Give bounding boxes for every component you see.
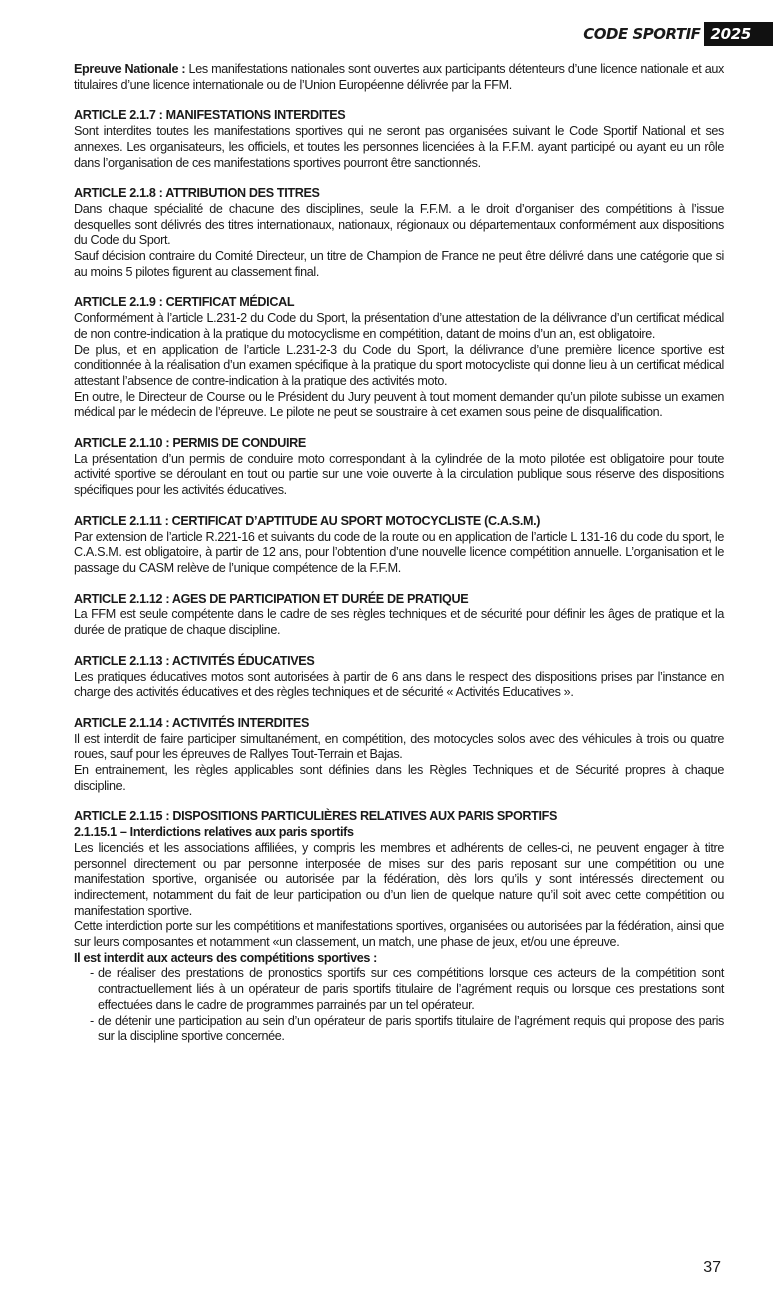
dash-marker: -	[90, 1013, 94, 1028]
article-paragraph: Les licenciés et les associations affiliées, y compris les membres et adhérents de celles-ci, ne peuvent engager à titre personnel directement ou par personne interposée de mises sur des paris reposant sur une compétition ou une manifestation sportive, organisée ou autorisée par la fédération, dès lors qu’ils y sont intéressés directement ou indirectement, notamment du fait de leur participation ou d’un lien de quelque nature qu’il soit avec cette compétition ou manifestation sportive.	[74, 840, 724, 918]
list-item-text: de détenir une participation au sein d’un opérateur de paris sportifs titulaire de l’agrément requis qui propose des paris sur la discipline sportive concernée.	[98, 1013, 724, 1044]
article-2-1-8	[74, 186, 724, 280]
article-paragraph: Cette interdiction porte sur les compétitions et manifestations sportives, organisées ou autorisées par la fédération, ainsi que sur leurs composantes et notamment «un classement, un match, une phase de jeux, et/ou une épreuve.	[74, 919, 724, 950]
page-header	[583, 22, 773, 46]
article-title: ARTICLE 2.1.10 : PERMIS DE CONDUIRE	[74, 436, 306, 451]
article-2-1-10	[74, 436, 724, 499]
document-body	[74, 62, 724, 1045]
article-paragraph: En entrainement, les règles applicables sont définies dans les Règles Techniques et de Sécurité propres à chaque discipline.	[74, 763, 724, 793]
article-title: ARTICLE 2.1.15 : DISPOSITIONS PARTICULIÈRES RELATIVES AUX PARIS SPORTIFS	[74, 809, 558, 824]
article-paragraph: Dans chaque spécialité de chacune des disciplines, seule la F.F.M. a le droit d’organiser des compétitions à l’issue desquelles sont délivrés des titres internationaux, nationaux, régionaux ou départementaux conformément aux dispositions du Code du Sport.	[74, 201, 724, 248]
article-title: ARTICLE 2.1.12 : AGES DE PARTICIPATION ET DURÉE DE PRATIQUE	[74, 591, 469, 606]
forbidden-list	[74, 966, 724, 1045]
article-paragraph: Les pratiques éducatives motos sont autorisées à partir de 6 ans dans le respect des dispositions prises par l’instance en charge des activités éducatives et des règles techniques et de sécurité « Activités Educatives ».	[74, 669, 724, 700]
article-title: ARTICLE 2.1.11 : CERTIFICAT D’APTITUDE AU SPORT MOTOCYCLISTE (C.A.S.M.)	[74, 513, 541, 528]
article-2-1-15	[74, 809, 724, 1045]
article-title: ARTICLE 2.1.9 : CERTIFICAT MÉDICAL	[74, 295, 295, 310]
article-paragraph: La présentation d’un permis de conduire moto correspondant à la cylindrée de la moto pilotée est obligatoire pour toute activité sportive se déroulant en tout ou partie sur une voie ouverte à la circulation publique sous réserve des dispositions spécifiques pour les activités éducatives.	[74, 451, 724, 498]
article-2-1-12	[74, 592, 724, 639]
article-paragraph: De plus, et en application de l’article L.231-2-3 du Code du Sport, la délivrance d’une première licence sportive est conditionnée à la réalisation d’un examen spécifique à la pratique du sport motocycliste qui donne lieu à un certificat médical attestant l’absence de contre-indication à la pratique des activités moto.	[74, 342, 724, 388]
page-number: 37	[703, 1259, 721, 1276]
article-2-1-7	[74, 108, 724, 171]
article-paragraph: Par extension de l’article R.221-16 et suivants du code de la route ou en application de l’article L 131-16 du code du sport, le C.A.S.M. est obligatoire, à partir de 12 ans, pour l’obtention d’une nouvelle licence compétition annuelle. L’organisation et le passage du CASM relève de l’unique compétence de la F.F.M.	[74, 529, 724, 575]
intro-label: Epreuve Nationale :	[74, 62, 186, 76]
article-paragraph: La FFM est seule compétente dans le cadre de ses règles techniques et de sécurité pour définir les âges de pratique et la durée de pratique de chaque discipline.	[74, 607, 724, 638]
list-item	[74, 1014, 724, 1045]
forbidden-heading: Il est interdit aux acteurs des compétitions sportives :	[74, 950, 378, 965]
intro-paragraph	[74, 62, 724, 93]
article-paragraph: Conformément à l’article L.231-2 du Code du Sport, la présentation d’une attestation de la délivrance d’un certificat médical de non contre-indication à la pratique du motocyclisme en compétition, datant de moins d’un an, est obligatoire.	[74, 311, 724, 341]
article-2-1-9	[74, 295, 724, 421]
article-paragraph: En outre, le Directeur de Course ou le Président du Jury peuvent à tout moment demander qu’un pilote subisse un examen médical par le médecin de l’épreuve. Le pilote ne peut se soustraire à cet examen sous peine de disqualification.	[74, 389, 724, 420]
article-paragraph: Sauf décision contraire du Comité Directeur, un titre de Champion de France ne peut être délivré dans une catégorie que si au moins 5 pilotes figurent au classement final.	[74, 249, 724, 279]
article-2-1-13	[74, 654, 724, 701]
article-title: ARTICLE 2.1.13 : ACTIVITÉS ÉDUCATIVES	[74, 653, 315, 668]
dash-marker: -	[90, 966, 94, 981]
list-item	[74, 966, 724, 1013]
list-item-text: de réaliser des prestations de pronostics sportifs sur ces compétitions lorsque ces acteurs de la compétition sont contractuellement liés à un opérateur de paris sportifs titulaire de l’agrément requis ou lorsque ces prestations sont effectuées dans le cadre de programmes parrainés par un tel opérateur.	[98, 966, 724, 1012]
header-title: CODE SPORTIF	[583, 25, 701, 43]
article-title: ARTICLE 2.1.14 : ACTIVITÉS INTERDITES	[74, 715, 309, 730]
article-2-1-11	[74, 514, 724, 577]
intro-text: Les manifestations nationales sont ouvertes aux participants détenteurs d’une licence nationale et aux titulaires d’une licence internationale ou de l’Union Européenne délivrée par la FFM.	[74, 62, 724, 92]
article-2-1-14	[74, 716, 724, 795]
article-title: ARTICLE 2.1.7 : MANIFESTATIONS INTERDITES	[74, 108, 346, 123]
article-subtitle: 2.1.15.1 – Interdictions relatives aux paris sportifs	[74, 825, 354, 840]
header-year-badge: 2025	[704, 22, 773, 46]
article-paragraph: Il est interdit de faire participer simultanément, en compétition, des motocycles solos avec des véhicules à trois ou quatre roues, sauf pour les épreuves de Rallyes Tout-Terrain et Bajas.	[74, 731, 724, 762]
article-title: ARTICLE 2.1.8 : ATTRIBUTION DES TITRES	[74, 186, 320, 201]
article-paragraph: Sont interdites toutes les manifestations sportives qui ne seront pas organisées suivant le Code Sportif National et ses annexes. Les organisateurs, les officiels, et toutes les personnes licenciées à la F.F.M. ayant participé ou ayant eu un rôle dans l’organisation de ces manifestations sportives pourront être sanctionnés.	[74, 124, 724, 170]
